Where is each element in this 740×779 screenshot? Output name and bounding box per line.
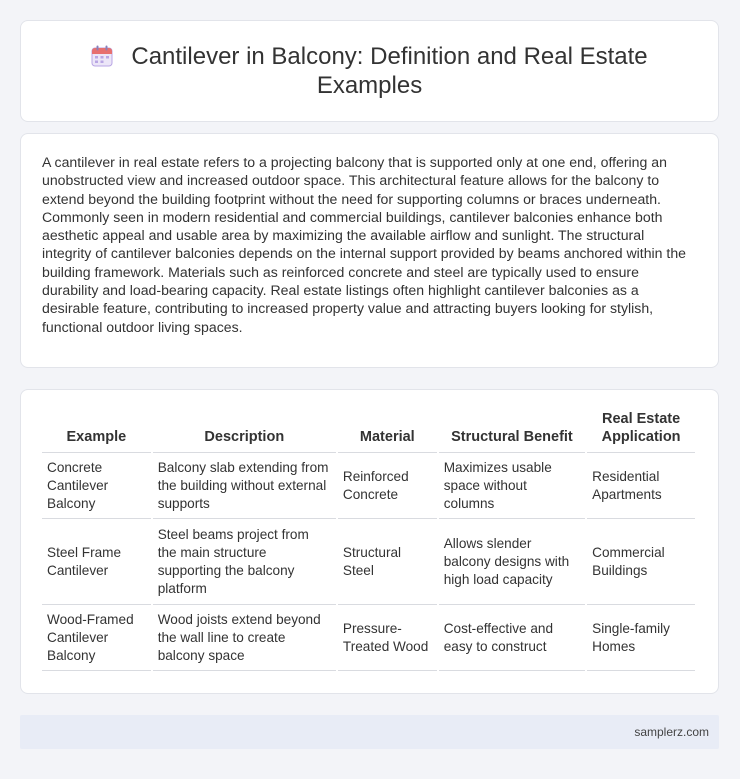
footer-site-link[interactable]: samplerz.com [634, 725, 709, 739]
header-real-estate-application: Real Estate Application [587, 410, 695, 453]
table-row [42, 605, 695, 671]
page-title: Cantilever in Balcony: Definition and Real Estate Examples [131, 43, 648, 99]
table-row [42, 453, 695, 519]
page-title-wrap [70, 42, 670, 100]
examples-table [40, 410, 697, 671]
intro-paragraph: A cantilever in real estate refers to a projecting balcony that is supported only at one end, offering an unobstructed view and increased outdoor space. This architectural feature allows for the balcony to extend beyond the building footprint without the need for supporting columns or braces underneath. Commonly seen in modern residential and commercial buildings, cantilever balconies enhance both aesthetic appeal and usable area by maximizing the available airflow and sunlight. The structural integrity of cantilever balconies depends on the internal support provided by beams anchored within the building framework. Materials such as reinforced concrete and steel are typically used to ensure durability and load-bearing capacity. Real estate listings often highlight cantilever balconies as a desirable feature, contributing to increased property value and attracting buyers looking for stylish, functional outdoor living spaces. [42, 154, 687, 335]
cell-structural-benefit: Cost-effective and easy to construct [439, 605, 585, 671]
header-example: Example [42, 410, 151, 453]
cell-description: Balcony slab extending from the building without external supports [153, 453, 336, 519]
table-row [42, 519, 695, 605]
calendar-icon [91, 45, 113, 67]
cell-material: Reinforced Concrete [338, 453, 437, 519]
cell-structural-benefit: Maximizes usable space without columns [439, 453, 585, 519]
cell-example: Concrete Cantilever Balcony [42, 453, 151, 519]
cell-description: Wood joists extend beyond the wall line to create balcony space [153, 605, 336, 671]
cell-material: Pressure-Treated Wood [338, 605, 437, 671]
cell-example: Steel Frame Cantilever [42, 519, 151, 605]
table-card [20, 389, 719, 694]
cell-application: Commercial Buildings [587, 519, 695, 605]
cell-material: Structural Steel [338, 519, 437, 605]
header-structural-benefit: Structural Benefit [439, 410, 585, 453]
footer [20, 715, 719, 749]
cell-application: Residential Apartments [587, 453, 695, 519]
header-material: Material [338, 410, 437, 453]
cell-description: Steel beams project from the main structure supporting the balcony platform [153, 519, 336, 605]
table-header-row [42, 410, 695, 453]
cell-application: Single-family Homes [587, 605, 695, 671]
title-card [20, 20, 719, 122]
cell-example: Wood-Framed Cantilever Balcony [42, 605, 151, 671]
cell-structural-benefit: Allows slender balcony designs with high load capacity [439, 519, 585, 605]
intro-card [20, 133, 719, 368]
header-description: Description [153, 410, 336, 453]
